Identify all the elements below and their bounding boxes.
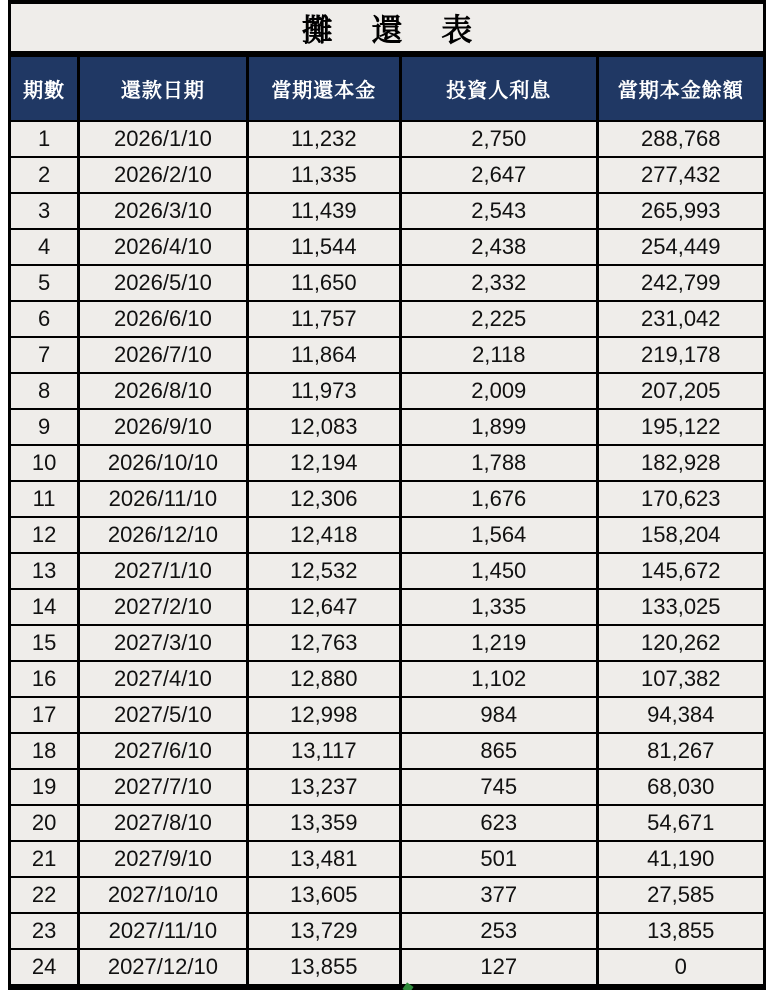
cell-principal-repaid: 11,973 [249, 374, 399, 408]
cell-principal-repaid: 12,880 [249, 662, 399, 696]
cell-investor-interest: 2,438 [402, 230, 596, 264]
table-row [11, 194, 763, 228]
cell-principal-balance: 288,768 [599, 122, 763, 156]
cell-date: 2026/9/10 [80, 410, 245, 444]
cell-date: 2026/2/10 [80, 158, 245, 192]
cell-investor-interest: 2,332 [402, 266, 596, 300]
table-row [11, 158, 763, 192]
cell-investor-interest: 2,118 [402, 338, 596, 372]
cell-period: 14 [11, 590, 77, 624]
table-row [11, 482, 763, 516]
cell-period: 3 [11, 194, 77, 228]
cell-period: 20 [11, 806, 77, 840]
cell-date: 2027/3/10 [80, 626, 245, 660]
cell-date: 2027/5/10 [80, 698, 245, 732]
cell-principal-balance: 133,025 [599, 590, 763, 624]
cell-principal-balance: 207,205 [599, 374, 763, 408]
header-principal-balance: 當期本金餘額 [599, 57, 763, 120]
cell-period: 17 [11, 698, 77, 732]
cell-investor-interest: 1,219 [402, 626, 596, 660]
cell-principal-repaid: 12,647 [249, 590, 399, 624]
cell-period: 6 [11, 302, 77, 336]
table-row [11, 698, 763, 732]
cell-period: 1 [11, 122, 77, 156]
cell-date: 2026/7/10 [80, 338, 245, 372]
table-body [11, 122, 763, 984]
table-row [11, 878, 763, 912]
cell-date: 2027/6/10 [80, 734, 245, 768]
cell-principal-balance: 13,855 [599, 914, 763, 948]
cell-period: 21 [11, 842, 77, 876]
cell-date: 2026/5/10 [80, 266, 245, 300]
cell-principal-repaid: 12,083 [249, 410, 399, 444]
cell-period: 22 [11, 878, 77, 912]
cell-principal-repaid: 13,605 [249, 878, 399, 912]
header-principal-repaid: 當期還本金 [249, 57, 399, 120]
table-row [11, 554, 763, 588]
cell-date: 2027/11/10 [80, 914, 245, 948]
cell-investor-interest: 1,450 [402, 554, 596, 588]
cell-date: 2027/2/10 [80, 590, 245, 624]
cell-principal-balance: 242,799 [599, 266, 763, 300]
cell-period: 24 [11, 950, 77, 984]
cell-date: 2027/8/10 [80, 806, 245, 840]
cell-principal-repaid: 12,418 [249, 518, 399, 552]
cell-principal-balance: 254,449 [599, 230, 763, 264]
cell-principal-balance: 0 [599, 950, 763, 984]
cell-principal-balance: 219,178 [599, 338, 763, 372]
table-row [11, 338, 763, 372]
cell-investor-interest: 1,788 [402, 446, 596, 480]
table-row [11, 662, 763, 696]
header-repay-date: 還款日期 [80, 57, 245, 120]
cell-principal-balance: 68,030 [599, 770, 763, 804]
cell-principal-balance: 195,122 [599, 410, 763, 444]
cell-investor-interest: 1,564 [402, 518, 596, 552]
cell-investor-interest: 1,102 [402, 662, 596, 696]
table-row [11, 302, 763, 336]
cell-principal-balance: 158,204 [599, 518, 763, 552]
cell-investor-interest: 2,225 [402, 302, 596, 336]
cell-principal-repaid: 11,864 [249, 338, 399, 372]
cell-principal-repaid: 13,117 [249, 734, 399, 768]
cell-investor-interest: 127 [402, 950, 596, 984]
cell-principal-balance: 231,042 [599, 302, 763, 336]
cell-investor-interest: 501 [402, 842, 596, 876]
cell-principal-repaid: 13,237 [249, 770, 399, 804]
cell-date: 2027/12/10 [80, 950, 245, 984]
table-row [11, 590, 763, 624]
cell-period: 16 [11, 662, 77, 696]
cell-principal-balance: 107,382 [599, 662, 763, 696]
cell-period: 19 [11, 770, 77, 804]
cell-principal-balance: 170,623 [599, 482, 763, 516]
cell-principal-balance: 81,267 [599, 734, 763, 768]
cell-investor-interest: 984 [402, 698, 596, 732]
cell-principal-repaid: 12,194 [249, 446, 399, 480]
cell-period: 18 [11, 734, 77, 768]
header-row [11, 57, 763, 120]
cell-date: 2026/6/10 [80, 302, 245, 336]
cell-principal-balance: 54,671 [599, 806, 763, 840]
cell-investor-interest: 253 [402, 914, 596, 948]
cell-principal-repaid: 12,998 [249, 698, 399, 732]
amortization-sheet [8, 0, 766, 990]
cell-date: 2026/3/10 [80, 194, 245, 228]
cell-principal-repaid: 11,439 [249, 194, 399, 228]
cell-principal-repaid: 13,481 [249, 842, 399, 876]
cell-period: 12 [11, 518, 77, 552]
cell-investor-interest: 1,899 [402, 410, 596, 444]
cell-period: 23 [11, 914, 77, 948]
cell-period: 15 [11, 626, 77, 660]
cell-investor-interest: 2,543 [402, 194, 596, 228]
table-row [11, 410, 763, 444]
cell-date: 2026/11/10 [80, 482, 245, 516]
table-row [11, 806, 763, 840]
cell-principal-repaid: 11,232 [249, 122, 399, 156]
table-row [11, 734, 763, 768]
table-row [11, 446, 763, 480]
cell-period: 11 [11, 482, 77, 516]
cell-period: 9 [11, 410, 77, 444]
cell-investor-interest: 1,335 [402, 590, 596, 624]
cell-date: 2027/7/10 [80, 770, 245, 804]
cell-date: 2027/1/10 [80, 554, 245, 588]
cell-principal-repaid: 11,544 [249, 230, 399, 264]
cell-period: 5 [11, 266, 77, 300]
table-row [11, 518, 763, 552]
cell-principal-balance: 41,190 [599, 842, 763, 876]
cell-date: 2026/8/10 [80, 374, 245, 408]
table-row [11, 770, 763, 804]
cell-date: 2026/1/10 [80, 122, 245, 156]
cell-principal-repaid: 13,729 [249, 914, 399, 948]
table-row [11, 266, 763, 300]
cell-period: 2 [11, 158, 77, 192]
cell-investor-interest: 377 [402, 878, 596, 912]
cell-investor-interest: 2,647 [402, 158, 596, 192]
cell-principal-balance: 265,993 [599, 194, 763, 228]
cell-principal-balance: 27,585 [599, 878, 763, 912]
cell-principal-repaid: 12,532 [249, 554, 399, 588]
cell-principal-balance: 120,262 [599, 626, 763, 660]
amortization-table [8, 55, 766, 986]
sheet-title: 攤 還 表 [11, 4, 763, 51]
table-row [11, 950, 763, 984]
cell-principal-repaid: 11,757 [249, 302, 399, 336]
cell-date: 2027/4/10 [80, 662, 245, 696]
cell-principal-repaid: 13,359 [249, 806, 399, 840]
cell-investor-interest: 623 [402, 806, 596, 840]
table-row [11, 626, 763, 660]
cell-date: 2027/10/10 [80, 878, 245, 912]
header-period: 期數 [11, 57, 77, 120]
cell-principal-repaid: 12,763 [249, 626, 399, 660]
cell-principal-repaid: 11,650 [249, 266, 399, 300]
cell-principal-balance: 94,384 [599, 698, 763, 732]
cell-principal-repaid: 12,306 [249, 482, 399, 516]
cell-investor-interest: 2,750 [402, 122, 596, 156]
cell-date: 2026/10/10 [80, 446, 245, 480]
cell-investor-interest: 745 [402, 770, 596, 804]
cell-period: 13 [11, 554, 77, 588]
cell-investor-interest: 2,009 [402, 374, 596, 408]
cell-date: 2026/4/10 [80, 230, 245, 264]
cell-date: 2027/9/10 [80, 842, 245, 876]
cell-date: 2026/12/10 [80, 518, 245, 552]
table-row [11, 842, 763, 876]
cell-principal-balance: 277,432 [599, 158, 763, 192]
table-row [11, 914, 763, 948]
cell-period: 8 [11, 374, 77, 408]
table-row [11, 230, 763, 264]
cell-investor-interest: 1,676 [402, 482, 596, 516]
cell-investor-interest: 865 [402, 734, 596, 768]
cell-period: 10 [11, 446, 77, 480]
cell-period: 4 [11, 230, 77, 264]
cell-principal-repaid: 13,855 [249, 950, 399, 984]
cell-period: 7 [11, 338, 77, 372]
cell-principal-balance: 182,928 [599, 446, 763, 480]
cell-principal-repaid: 11,335 [249, 158, 399, 192]
header-investor-interest: 投資人利息 [402, 57, 596, 120]
table-row [11, 374, 763, 408]
cell-principal-balance: 145,672 [599, 554, 763, 588]
table-row [11, 122, 763, 156]
